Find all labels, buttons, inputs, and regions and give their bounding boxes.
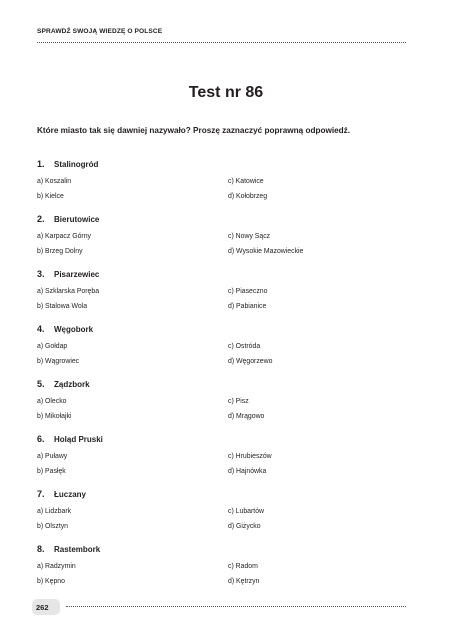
- question: [37, 269, 417, 310]
- option-b[interactable]: b) Wągrowiec: [37, 358, 80, 365]
- option-a[interactable]: a) Koszalin: [37, 178, 72, 185]
- option-a[interactable]: a) Puławy: [37, 453, 68, 460]
- option-b[interactable]: b) Brzeg Dolny: [37, 248, 83, 255]
- question-number: 1.: [37, 159, 45, 169]
- question-name: Bierutowice: [54, 215, 100, 224]
- option-a[interactable]: a) Radzymin: [37, 563, 76, 570]
- question-name: Łuczany: [54, 490, 87, 499]
- option-d[interactable]: d) Wysokie Mazowieckie: [228, 248, 304, 255]
- question: [37, 214, 417, 255]
- footer-dotted-rule: [66, 606, 406, 607]
- option-c[interactable]: c) Pisz: [228, 398, 249, 405]
- header-dotted-rule: [37, 42, 406, 43]
- option-c[interactable]: c) Hrubieszów: [228, 453, 272, 460]
- question-number: 2.: [37, 214, 45, 224]
- option-d[interactable]: d) Kołobrzeg: [228, 193, 268, 200]
- question: [37, 159, 417, 200]
- question-name: Węgobork: [54, 325, 94, 334]
- option-b[interactable]: b) Stalowa Wola: [37, 303, 88, 310]
- option-a[interactable]: a) Gołdap: [37, 343, 68, 350]
- question-name: Pisarzewiec: [54, 270, 100, 279]
- question-number: 6.: [37, 434, 45, 444]
- option-b[interactable]: b) Olsztyn: [37, 523, 69, 530]
- question-number: 4.: [37, 324, 45, 334]
- question-number: 3.: [37, 269, 45, 279]
- option-d[interactable]: d) Giżycko: [228, 523, 261, 530]
- option-d[interactable]: d) Kętrzyn: [228, 578, 260, 585]
- option-b[interactable]: b) Mikołajki: [37, 413, 72, 420]
- option-b[interactable]: b) Pasłęk: [37, 468, 66, 475]
- question: [37, 324, 417, 365]
- question: [37, 434, 417, 475]
- test-title: Test nr 86: [188, 84, 264, 101]
- option-c[interactable]: c) Radom: [228, 563, 258, 570]
- option-a[interactable]: a) Szklarska Poręba: [37, 288, 100, 295]
- option-d[interactable]: d) Pabianice: [228, 303, 267, 310]
- option-c[interactable]: c) Ostróda: [228, 343, 261, 350]
- option-c[interactable]: c) Katowice: [228, 178, 264, 185]
- question-number: 7.: [37, 489, 45, 499]
- question-name: Holąd Pruski: [54, 435, 103, 444]
- option-a[interactable]: a) Lidzbark: [37, 508, 72, 515]
- option-d[interactable]: d) Mrągowo: [228, 413, 265, 420]
- option-a[interactable]: a) Olecko: [37, 398, 67, 405]
- question-name: Ządzbork: [54, 380, 90, 389]
- option-c[interactable]: c) Nowy Sącz: [228, 233, 271, 240]
- question-name: Stalinogród: [54, 160, 99, 169]
- option-a[interactable]: a) Karpacz Górny: [37, 233, 91, 240]
- option-c[interactable]: c) Piaseczno: [228, 288, 268, 295]
- option-d[interactable]: d) Węgorzewo: [228, 358, 273, 365]
- question-name: Rastembork: [54, 545, 101, 554]
- instruction-text: Które miasto tak się dawniej nazywało? Proszę zaznaczyć poprawną odpowiedź.: [37, 126, 351, 135]
- question: [37, 544, 417, 585]
- page-number: 262: [36, 603, 49, 612]
- page-header: SPRAWDŹ SWOJĄ WIEDZĘ O POLSCE: [37, 28, 163, 35]
- question: [37, 379, 417, 420]
- question: [37, 489, 417, 530]
- option-c[interactable]: c) Lubartów: [228, 508, 265, 515]
- option-d[interactable]: d) Hajnówka: [228, 468, 267, 475]
- option-b[interactable]: b) Kielce: [37, 193, 64, 200]
- option-b[interactable]: b) Kępno: [37, 578, 65, 585]
- question-number: 5.: [37, 379, 45, 389]
- question-number: 8.: [37, 544, 45, 554]
